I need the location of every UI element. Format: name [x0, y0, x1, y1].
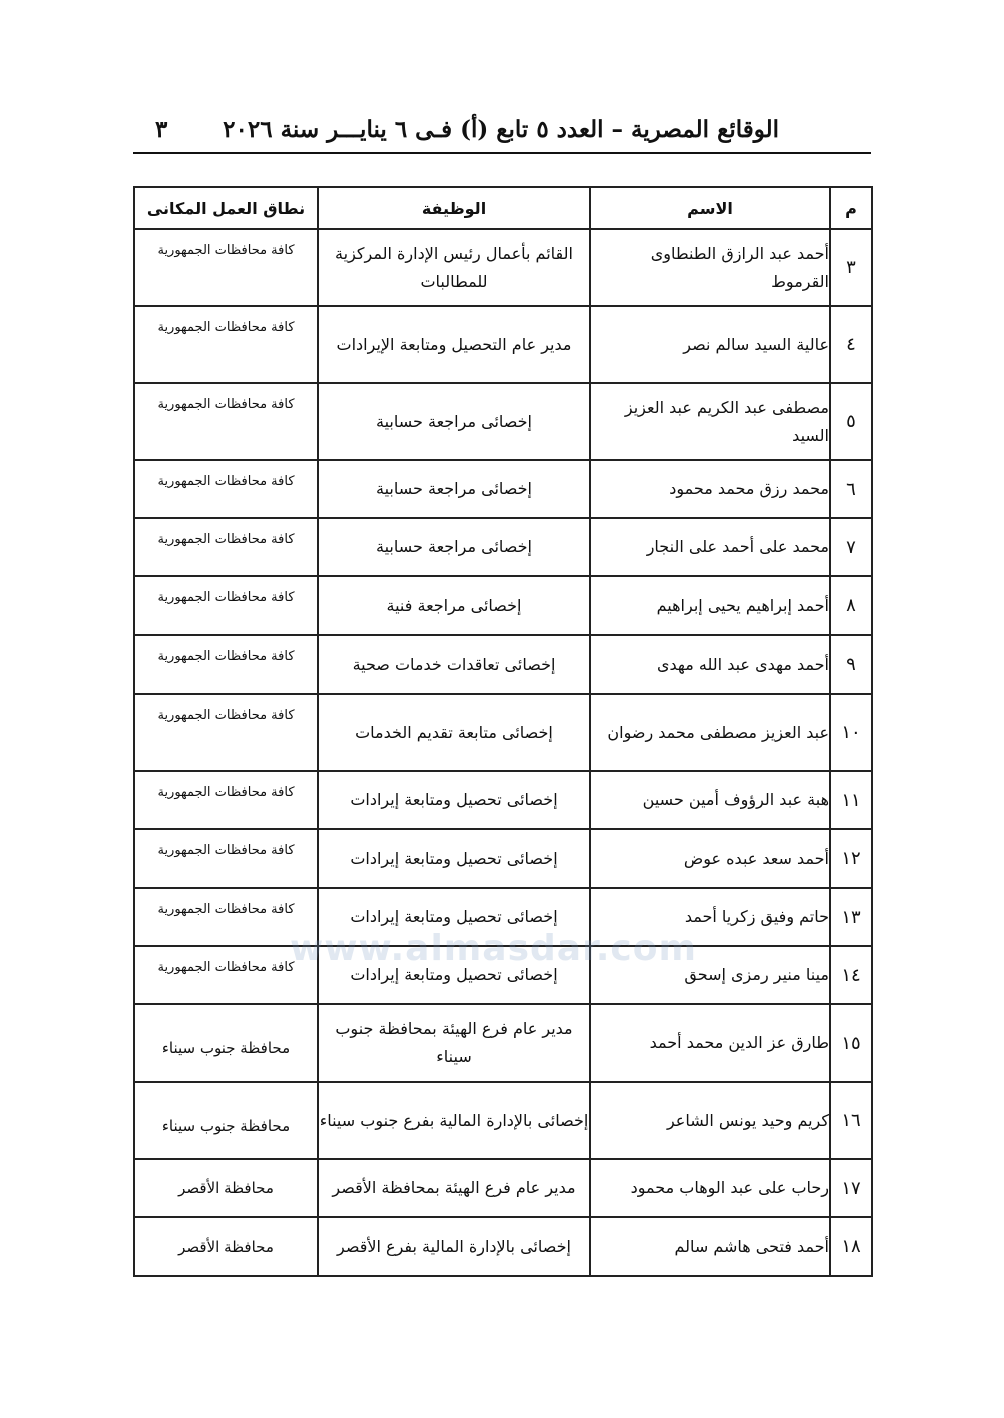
- page-number: ٣: [155, 116, 168, 143]
- job-title: إخصائى متابعة تقديم الخدمات: [318, 694, 590, 771]
- table-row: [134, 946, 872, 1004]
- header-number: م: [830, 187, 872, 229]
- row-number: ١١: [830, 771, 872, 829]
- row-number: ٨: [830, 576, 872, 635]
- employee-name: مينا منير رمزى إسحق: [590, 946, 830, 1004]
- work-scope: كافة محافظات الجمهورية: [134, 229, 318, 306]
- table-row: [134, 1004, 872, 1082]
- job-title: إخصائى تحصيل ومتابعة إيرادات: [318, 829, 590, 888]
- job-title: إخصائى مراجعة فنية: [318, 576, 590, 635]
- job-title: إخصائى تحصيل ومتابعة إيرادات: [318, 771, 590, 829]
- work-scope: كافة محافظات الجمهورية: [134, 460, 318, 518]
- employee-name: مصطفى عبد الكريم عبد العزيز السيد: [590, 383, 830, 460]
- job-title: إخصائى بالإدارة المالية بفرع جنوب سيناء: [318, 1082, 590, 1159]
- work-scope: كافة محافظات الجمهورية: [134, 946, 318, 1004]
- row-number: ١٠: [830, 694, 872, 771]
- table-row: [134, 460, 872, 518]
- job-title: إخصائى تحصيل ومتابعة إيرادات: [318, 888, 590, 946]
- work-scope: كافة محافظات الجمهورية: [134, 576, 318, 635]
- employee-name: أحمد فتحى هاشم سالم: [590, 1217, 830, 1276]
- table-row: [134, 888, 872, 946]
- table-row: [134, 1159, 872, 1217]
- job-title: مدير عام فرع الهيئة بمحافظة الأقصر: [318, 1159, 590, 1217]
- work-scope: كافة محافظات الجمهورية: [134, 771, 318, 829]
- row-number: ٩: [830, 635, 872, 694]
- employee-name: محمد رزق محمد محمود: [590, 460, 830, 518]
- job-title: مدير عام فرع الهيئة بمحافظة جنوب سيناء: [318, 1004, 590, 1082]
- row-number: ١٧: [830, 1159, 872, 1217]
- watermark-text: www.almasdar.com: [290, 928, 697, 969]
- table-row: [134, 518, 872, 576]
- job-title: مدير عام التحصيل ومتابعة الإيرادات: [318, 306, 590, 383]
- table-row: [134, 576, 872, 635]
- row-number: ١٣: [830, 888, 872, 946]
- job-title: إخصائى مراجعة حسابية: [318, 460, 590, 518]
- work-scope: محافظة جنوب سيناء: [134, 1004, 318, 1082]
- employee-name: أحمد عبد الرازق الطنطاوى القرموط: [590, 229, 830, 306]
- table-row: [134, 1082, 872, 1159]
- row-number: ٤: [830, 306, 872, 383]
- employee-name: أحمد مهدى عبد الله مهدى: [590, 635, 830, 694]
- header-name: الاسم: [590, 187, 830, 229]
- table-row: [134, 1217, 872, 1276]
- work-scope: كافة محافظات الجمهورية: [134, 306, 318, 383]
- table-row: [134, 771, 872, 829]
- job-title: القائم بأعمال رئيس الإدارة المركزية للمطالبات: [318, 229, 590, 306]
- job-title: إخصائى بالإدارة المالية بفرع الأقصر: [318, 1217, 590, 1276]
- employee-name: محمد على أحمد على النجار: [590, 518, 830, 576]
- work-scope: محافظة الأقصر: [134, 1159, 318, 1217]
- employee-name: أحمد سعد عبده عوض: [590, 829, 830, 888]
- row-number: ٧: [830, 518, 872, 576]
- header-scope: نطاق العمل المكانى: [134, 187, 318, 229]
- employee-name: حاتم وفيق زكريا أحمد: [590, 888, 830, 946]
- row-number: ١٢: [830, 829, 872, 888]
- table-row: [134, 635, 872, 694]
- employee-name: عالية السيد سالم نصر: [590, 306, 830, 383]
- table-row: [134, 383, 872, 460]
- table-row: [134, 694, 872, 771]
- row-number: ١٨: [830, 1217, 872, 1276]
- table-row: [134, 229, 872, 306]
- row-number: ٣: [830, 229, 872, 306]
- employees-table: [133, 186, 873, 1277]
- employee-name: كريم وحيد يونس الشاعر: [590, 1082, 830, 1159]
- employee-name: هبة عبد الرؤوف أمين حسين: [590, 771, 830, 829]
- row-number: ٥: [830, 383, 872, 460]
- work-scope: محافظة الأقصر: [134, 1217, 318, 1276]
- work-scope: كافة محافظات الجمهورية: [134, 829, 318, 888]
- employee-name: أحمد إبراهيم يحيى إبراهيم: [590, 576, 830, 635]
- job-title: إخصائى تعاقدات خدمات صحية: [318, 635, 590, 694]
- table-header-row: [134, 187, 872, 229]
- gazette-title: الوقائع المصرية – العدد ٥ تابع (أ) فـى ٦ ينايـــر سنة ٢٠٢٦: [223, 116, 779, 143]
- employee-name: طارق عز الدين محمد أحمد: [590, 1004, 830, 1082]
- work-scope: كافة محافظات الجمهورية: [134, 635, 318, 694]
- page-header: [133, 112, 871, 154]
- table-row: [134, 306, 872, 383]
- work-scope: كافة محافظات الجمهورية: [134, 888, 318, 946]
- header-job: الوظيفة: [318, 187, 590, 229]
- row-number: ١٥: [830, 1004, 872, 1082]
- job-title: إخصائى مراجعة حسابية: [318, 383, 590, 460]
- work-scope: محافظة جنوب سيناء: [134, 1082, 318, 1159]
- row-number: ١٦: [830, 1082, 872, 1159]
- row-number: ١٤: [830, 946, 872, 1004]
- job-title: إخصائى تحصيل ومتابعة إيرادات: [318, 946, 590, 1004]
- employee-name: رحاب على عبد الوهاب محمود: [590, 1159, 830, 1217]
- job-title: إخصائى مراجعة حسابية: [318, 518, 590, 576]
- table-row: [134, 829, 872, 888]
- work-scope: كافة محافظات الجمهورية: [134, 518, 318, 576]
- work-scope: كافة محافظات الجمهورية: [134, 383, 318, 460]
- row-number: ٦: [830, 460, 872, 518]
- work-scope: كافة محافظات الجمهورية: [134, 694, 318, 771]
- employee-name: عبد العزيز مصطفى محمد رضوان: [590, 694, 830, 771]
